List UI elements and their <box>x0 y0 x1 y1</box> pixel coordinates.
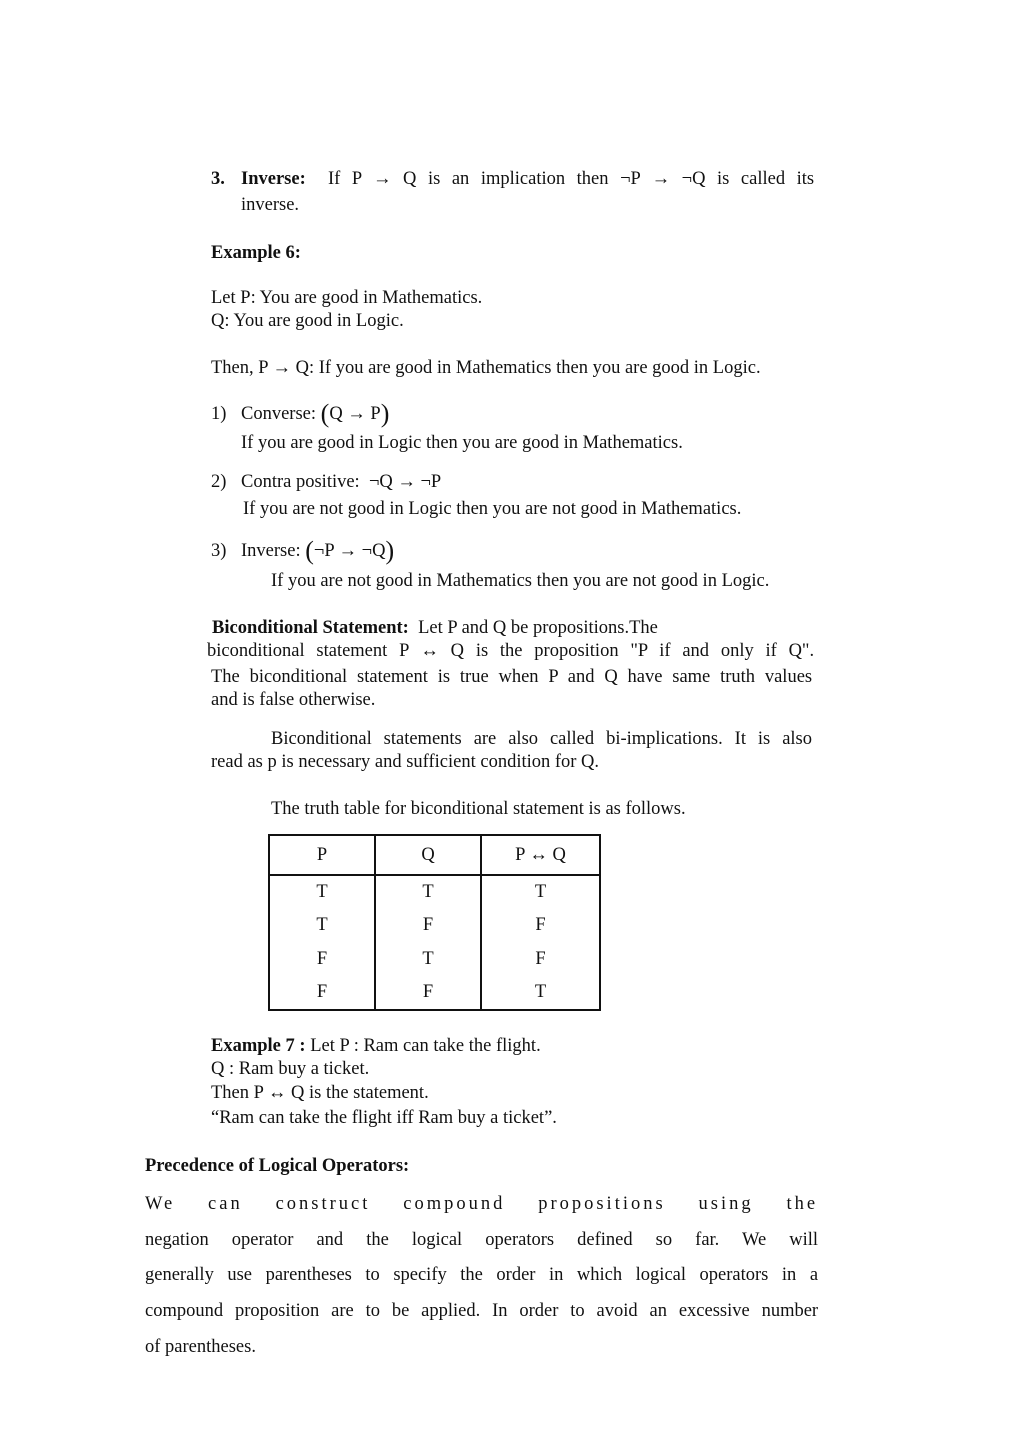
item1-text: If you are good in Logic then you are good in Mathematics. <box>241 433 683 453</box>
precedence-word: in <box>781 1265 797 1285</box>
item1-number: 1) <box>211 404 227 424</box>
precedence-line2 <box>145 1229 818 1251</box>
precedence-word: an <box>649 1301 667 1321</box>
biconditional-word: have <box>627 667 663 687</box>
precedence-word: In <box>492 1301 508 1321</box>
precedence-word: which <box>576 1265 623 1285</box>
precedence-word: compound <box>403 1194 506 1214</box>
biconditional-para2-line1 <box>271 728 812 750</box>
precedence-word: order <box>519 1301 559 1321</box>
biconditional-word: if <box>765 641 777 661</box>
precedence-word: operators <box>699 1265 769 1285</box>
precedence-word: and <box>316 1230 344 1250</box>
table-row <box>269 942 600 975</box>
biconditional-line1-rest: Let P and Q be propositions.The <box>418 618 658 638</box>
precedence-word: the <box>460 1265 483 1285</box>
precedence-word: defined <box>577 1230 633 1250</box>
precedence-word: compound <box>145 1301 224 1321</box>
biconditional-word: also <box>782 729 812 749</box>
precedence-word: to <box>365 1265 380 1285</box>
then-text: : If you are good in Mathematics then you are good in Logic. <box>308 358 761 378</box>
biconditional-line4: and is false otherwise. <box>211 690 376 710</box>
precedence-word: use <box>227 1265 253 1285</box>
precedence-word: propositions <box>538 1194 666 1214</box>
table-cell: T <box>375 875 481 909</box>
inverse-number: 3. <box>211 169 225 189</box>
biconditional-word: It <box>734 729 746 749</box>
truth-table-intro: The truth table for biconditional statement is as follows. <box>271 799 686 819</box>
table-cell: F <box>269 942 375 975</box>
table-row <box>269 875 600 909</box>
precedence-word: far. <box>695 1230 720 1250</box>
precedence-word: operator <box>231 1230 294 1250</box>
precedence-word: the <box>786 1194 819 1214</box>
biconditional-word: same <box>672 667 711 687</box>
precedence-word: can <box>208 1194 243 1214</box>
item3-label: Inverse: <box>241 541 301 561</box>
precedence-word: construct <box>275 1194 371 1214</box>
table-cell: F <box>481 942 600 975</box>
item3-expression: ¬P → ¬Q <box>313 541 386 561</box>
biconditional-para2-line2: read as p is necessary and sufficient condition for Q. <box>211 752 600 772</box>
biconditional-word: bi-implications. <box>606 729 723 749</box>
precedence-word: We <box>145 1194 176 1214</box>
biconditional-word: and <box>567 667 595 687</box>
biconditional-word: The <box>211 667 240 687</box>
biconditional-word: values <box>764 667 813 687</box>
precedence-word: applied. <box>421 1301 481 1321</box>
example6-heading: Example 6: <box>211 243 301 263</box>
precedence-word: be <box>391 1301 410 1321</box>
biconditional-word: are <box>473 729 497 749</box>
precedence-line3 <box>145 1264 818 1286</box>
inverse-word: implication <box>480 169 566 189</box>
biconditional-word: true <box>459 667 489 687</box>
item1-label-line: Converse: (Q → P) <box>241 399 390 428</box>
biconditional-word: P ↔ Q <box>399 641 465 661</box>
precedence-line4 <box>145 1300 818 1322</box>
item2-label: Contra positive: <box>241 472 360 492</box>
example7-then-expression: P ↔ Q <box>253 1083 305 1103</box>
inverse-definition-end: inverse. <box>241 195 300 215</box>
item1-label: Converse: <box>241 404 317 424</box>
biconditional-title: Biconditional Statement: <box>212 618 409 638</box>
inverse-title: Inverse: <box>241 169 306 189</box>
table-cell: F <box>481 909 600 942</box>
inverse-word: ¬P → ¬Q <box>620 169 706 189</box>
biconditional-word: and <box>682 641 710 661</box>
precedence-word: avoid <box>596 1301 638 1321</box>
then-expression: P → Q <box>258 358 309 378</box>
precedence-word: a <box>809 1265 819 1285</box>
truth-table-header-biconditional: P ↔ Q <box>481 835 600 875</box>
truth-table-header-row <box>269 835 600 875</box>
biconditional-line1 <box>212 617 658 639</box>
truth-table-header-q: Q <box>375 835 481 875</box>
biconditional-word: the <box>499 641 523 661</box>
biconditional-word: Q <box>604 667 618 687</box>
biconditional-word: only <box>720 641 754 661</box>
example6-q: Q: You are good in Logic. <box>211 311 404 331</box>
then-prefix: Then, <box>211 358 259 378</box>
table-cell: F <box>269 976 375 1010</box>
precedence-word: using <box>698 1194 754 1214</box>
precedence-word: to <box>365 1301 380 1321</box>
biconditional-word: is <box>437 667 451 687</box>
inverse-word: an <box>451 169 470 189</box>
example7-q: Q : Ram buy a ticket. <box>211 1059 370 1079</box>
inverse-word: called <box>740 169 786 189</box>
biconditional-word: biconditional <box>207 641 305 661</box>
precedence-word: We <box>742 1230 767 1250</box>
table-cell: T <box>269 909 375 942</box>
biconditional-line2 <box>207 640 814 662</box>
inverse-word: its <box>796 169 815 189</box>
precedence-word: logical <box>411 1230 463 1250</box>
inverse-word: is <box>427 169 441 189</box>
example7-line1 <box>211 1035 541 1057</box>
biconditional-word: statement <box>316 641 388 661</box>
precedence-word: in <box>549 1265 564 1285</box>
inverse-word: is <box>717 169 730 189</box>
inverse-word: P → Q <box>351 169 417 189</box>
table-cell: F <box>375 976 481 1010</box>
precedence-word: excessive <box>678 1301 750 1321</box>
item3-label-line: Inverse: (¬P → ¬Q) <box>241 536 395 565</box>
example7-heading: Example 7 : <box>211 1036 306 1056</box>
table-cell: T <box>375 942 481 975</box>
biconditional-word: truth <box>720 667 756 687</box>
precedence-word: so <box>655 1230 673 1250</box>
example7-then-prefix: Then <box>211 1083 254 1103</box>
precedence-word: number <box>761 1301 819 1321</box>
precedence-word: negation <box>145 1230 209 1250</box>
biconditional-word: biconditional <box>249 667 348 687</box>
table-row <box>269 909 600 942</box>
item2-text: If you are not good in Logic then you are not good in Mathematics. <box>243 499 742 519</box>
biconditional-word: Q". <box>788 641 815 661</box>
example6-then <box>211 357 761 379</box>
example7-let-p: Let P : Ram can take the flight. <box>305 1036 541 1056</box>
item2-number: 2) <box>211 472 227 492</box>
biconditional-word: is <box>475 641 489 661</box>
precedence-word: logical <box>635 1265 687 1285</box>
precedence-line1 <box>145 1193 818 1215</box>
biconditional-word: statements <box>383 729 462 749</box>
table-row <box>269 976 600 1010</box>
biconditional-word: statement <box>357 667 428 687</box>
inverse-word: If <box>328 169 341 189</box>
precedence-word: generally <box>145 1265 214 1285</box>
truth-table-header-p: P <box>269 835 375 875</box>
example7-then <box>211 1082 429 1104</box>
precedence-line5: of parentheses. <box>145 1337 256 1357</box>
inverse-definition-line <box>328 168 814 190</box>
table-cell: T <box>481 976 600 1010</box>
item2-expression: ¬Q → ¬P <box>368 472 442 492</box>
biconditional-word: P <box>548 667 558 687</box>
biconditional-word: proposition <box>534 641 619 661</box>
example6-let-p: Let P: You are good in Mathematics. <box>211 288 483 308</box>
biconditional-word: when <box>498 667 539 687</box>
precedence-word: to <box>570 1301 585 1321</box>
precedence-word: will <box>789 1230 819 1250</box>
precedence-word: order <box>496 1265 536 1285</box>
precedence-heading: Precedence of Logical Operators: <box>145 1156 410 1176</box>
precedence-word: parentheses <box>265 1265 352 1285</box>
truth-table <box>268 834 601 1011</box>
example7-quote: “Ram can take the flight iff Ram buy a ticket”. <box>211 1108 557 1128</box>
example7-then-rest: is the statement. <box>304 1083 429 1103</box>
table-cell: T <box>269 875 375 909</box>
biconditional-word: is <box>757 729 771 749</box>
biconditional-word: also <box>508 729 539 749</box>
biconditional-word: called <box>549 729 595 749</box>
item2-label-line <box>241 471 441 493</box>
table-cell: T <box>481 875 600 909</box>
precedence-word: specify <box>393 1265 447 1285</box>
precedence-word: the <box>366 1230 389 1250</box>
item3-text: If you are not good in Mathematics then you are not good in Logic. <box>271 571 770 591</box>
biconditional-line3 <box>211 666 812 688</box>
item1-expression: Q → P <box>329 404 381 424</box>
precedence-word: operators <box>485 1230 555 1250</box>
table-cell: F <box>375 909 481 942</box>
precedence-word: are <box>331 1301 354 1321</box>
inverse-word: then <box>576 169 609 189</box>
biconditional-word: Biconditional <box>271 729 372 749</box>
biconditional-word: if <box>659 641 671 661</box>
precedence-word: proposition <box>234 1301 320 1321</box>
item3-number: 3) <box>211 541 227 561</box>
biconditional-word: "P <box>630 641 648 661</box>
